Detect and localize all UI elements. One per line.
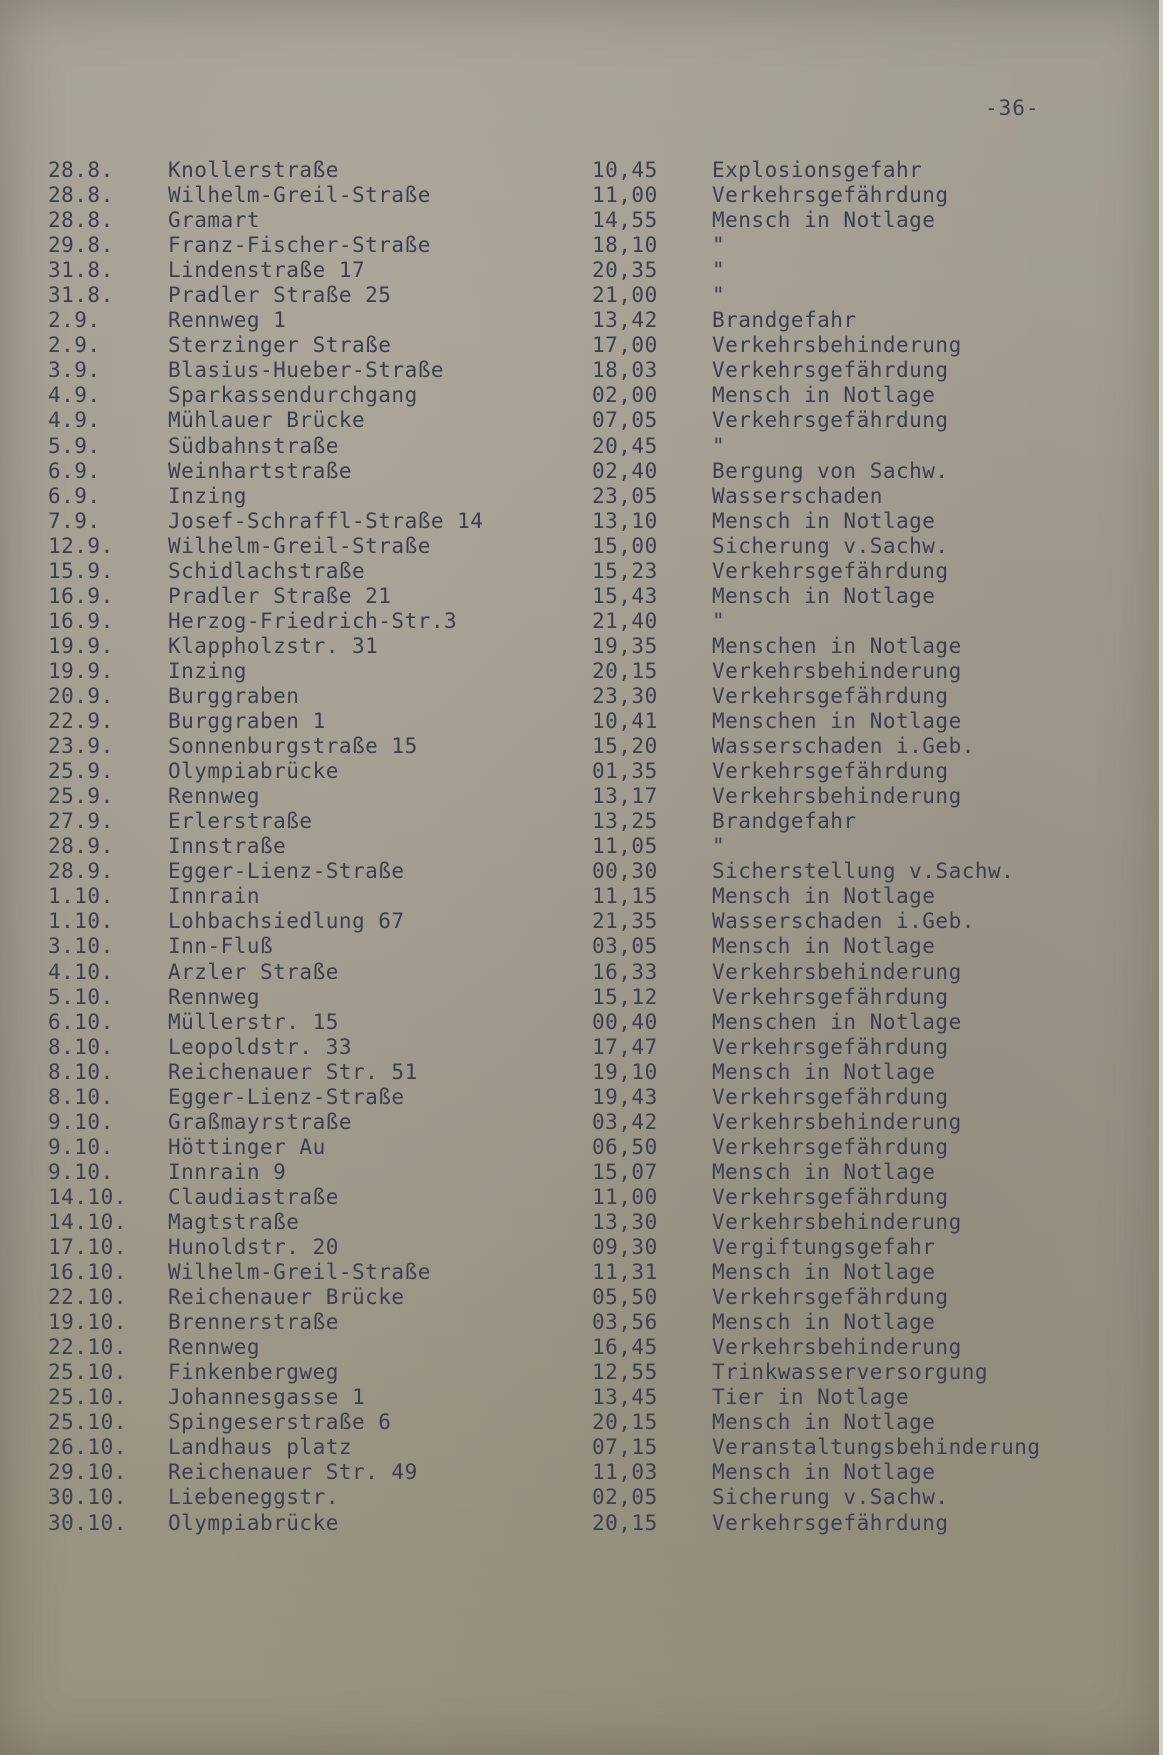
- incident-time: 11,03: [592, 1460, 658, 1485]
- incident-location: Rennweg: [168, 984, 261, 1009]
- incident-location: Wilhelm-Greil-Straße: [168, 533, 431, 558]
- incident-type: Mensch in Notlage: [712, 1059, 936, 1084]
- incident-location: Blasius-Hueber-Straße: [168, 358, 445, 383]
- incident-type: Verkehrsbehinderung: [712, 1109, 962, 1134]
- list-item: [0, 759, 1163, 784]
- incident-date: 14.10.: [48, 1184, 127, 1209]
- incident-location: Claudiastraße: [168, 1184, 339, 1209]
- incident-time: 10,41: [592, 709, 658, 734]
- incident-type: Brandgefahr: [712, 308, 857, 333]
- list-item: [0, 1335, 1163, 1360]
- incident-location: Arzler Straße: [168, 959, 339, 984]
- incident-time: 15,07: [592, 1159, 658, 1184]
- list-item: [0, 1460, 1163, 1485]
- list-item: [0, 1235, 1163, 1260]
- list-item: [0, 1260, 1163, 1285]
- list-item: [0, 1485, 1163, 1510]
- incident-time: 10,45: [592, 158, 658, 182]
- incident-date: 19.9.: [48, 633, 114, 658]
- list-item: [0, 985, 1163, 1010]
- incident-time: 20,45: [592, 433, 658, 458]
- incident-type: Menschen in Notlage: [712, 1009, 962, 1034]
- incident-date: 20.9.: [48, 683, 114, 708]
- incident-type: Verkehrsbehinderung: [712, 1209, 962, 1234]
- incident-time: 15,23: [592, 558, 658, 583]
- list-item: [0, 559, 1163, 584]
- incident-type: Verkehrsgefährdung: [712, 1285, 949, 1310]
- incident-type: Verkehrsgefährdung: [712, 1510, 949, 1535]
- incident-location: Rennweg: [168, 784, 261, 809]
- incident-location: Herzog-Friedrich-Str.3: [168, 608, 458, 633]
- incident-type: Verkehrsgefährdung: [712, 1134, 949, 1159]
- incident-date: 9.10.: [48, 1159, 114, 1184]
- incident-location: Pradler Straße 21: [168, 583, 392, 608]
- incident-type: Vergiftungsgefahr: [712, 1235, 936, 1260]
- list-item: [0, 609, 1163, 634]
- incident-type: ": [712, 834, 726, 859]
- list-item: [0, 809, 1163, 834]
- list-item: [0, 1435, 1163, 1460]
- incident-type: Mensch in Notlage: [712, 208, 936, 233]
- incident-location: Inzing: [168, 658, 247, 683]
- incident-location: Reichenauer Str. 49: [168, 1460, 418, 1485]
- incident-date: 4.9.: [48, 408, 101, 433]
- incident-time: 03,05: [592, 934, 658, 959]
- incident-type: Verkehrsgefährdung: [712, 1034, 949, 1059]
- incident-location: Gramart: [168, 208, 261, 233]
- incident-location: Klappholzstr. 31: [168, 633, 379, 658]
- page-number: -36-: [985, 96, 1040, 120]
- incident-date: 6.10.: [48, 1009, 114, 1034]
- list-item: [0, 659, 1163, 684]
- list-item: [0, 408, 1163, 433]
- incident-date: 25.9.: [48, 784, 114, 809]
- incident-time: 09,30: [592, 1235, 658, 1260]
- list-item: [0, 1511, 1163, 1536]
- list-item: [0, 158, 1163, 183]
- list-item: [0, 1210, 1163, 1235]
- list-item: [0, 283, 1163, 308]
- incident-date: 3.9.: [48, 358, 101, 383]
- list-item: [0, 584, 1163, 609]
- incident-type: ": [712, 233, 726, 258]
- incident-time: 11,15: [592, 884, 658, 909]
- incident-location: Weinhartstraße: [168, 458, 353, 483]
- incident-type: Wasserschaden i.Geb.: [712, 734, 975, 759]
- incident-date: 28.8.: [48, 183, 114, 208]
- incident-type: Verkehrsgefährdung: [712, 408, 949, 433]
- incident-location: Finkenbergweg: [168, 1360, 339, 1385]
- incident-location: Sterzinger Straße: [168, 333, 392, 358]
- incident-type: Brandgefahr: [712, 809, 857, 834]
- incident-time: 15,20: [592, 734, 658, 759]
- incident-date: 2.9.: [48, 333, 101, 358]
- incident-type: Verkehrsbehinderung: [712, 658, 962, 683]
- incident-type: Mensch in Notlage: [712, 583, 936, 608]
- incident-list: [0, 158, 1163, 1536]
- incident-date: 25.10.: [48, 1385, 127, 1410]
- list-item: [0, 1010, 1163, 1035]
- incident-time: 13,25: [592, 809, 658, 834]
- incident-type: Mensch in Notlage: [712, 884, 936, 909]
- incident-type: Veranstaltungsbehinderung: [712, 1435, 1041, 1460]
- incident-date: 31.8.: [48, 283, 114, 308]
- list-item: [0, 784, 1163, 809]
- incident-location: Spingeserstraße 6: [168, 1410, 392, 1435]
- incident-time: 03,42: [592, 1109, 658, 1134]
- incident-date: 4.9.: [48, 383, 101, 408]
- incident-location: Rennweg: [168, 1335, 261, 1360]
- incident-time: 16,33: [592, 959, 658, 984]
- incident-time: 21,35: [592, 909, 658, 934]
- incident-date: 16.9.: [48, 608, 114, 633]
- incident-time: 11,00: [592, 1184, 658, 1209]
- incident-location: Lindenstraße 17: [168, 258, 366, 283]
- incident-type: Verkehrsgefährdung: [712, 984, 949, 1009]
- incident-time: 13,10: [592, 508, 658, 533]
- incident-date: 25.10.: [48, 1410, 127, 1435]
- incident-location: Magtstraße: [168, 1209, 300, 1234]
- incident-time: 17,47: [592, 1034, 658, 1059]
- incident-type: Wasserschaden: [712, 483, 883, 508]
- incident-time: 18,03: [592, 358, 658, 383]
- incident-type: Verkehrsbehinderung: [712, 1335, 962, 1360]
- incident-time: 13,45: [592, 1385, 658, 1410]
- list-item: [0, 484, 1163, 509]
- list-item: [0, 1285, 1163, 1310]
- incident-type: ": [712, 283, 726, 308]
- list-item: [0, 534, 1163, 559]
- incident-time: 18,10: [592, 233, 658, 258]
- incident-date: 28.8.: [48, 208, 114, 233]
- incident-time: 05,50: [592, 1285, 658, 1310]
- incident-date: 19.9.: [48, 658, 114, 683]
- incident-type: ": [712, 608, 726, 633]
- incident-location: Knollerstraße: [168, 158, 339, 182]
- incident-time: 00,40: [592, 1009, 658, 1034]
- incident-time: 13,42: [592, 308, 658, 333]
- incident-location: Olympiabrücke: [168, 1510, 339, 1535]
- incident-type: Mensch in Notlage: [712, 383, 936, 408]
- incident-time: 20,15: [592, 1510, 658, 1535]
- list-item: [0, 1060, 1163, 1085]
- incident-type: Mensch in Notlage: [712, 1310, 936, 1335]
- incident-type: Menschen in Notlage: [712, 633, 962, 658]
- list-item: [0, 383, 1163, 408]
- incident-type: Verkehrsgefährdung: [712, 358, 949, 383]
- list-item: [0, 434, 1163, 459]
- list-item: [0, 1185, 1163, 1210]
- list-item: [0, 1410, 1163, 1435]
- incident-time: 15,00: [592, 533, 658, 558]
- list-item: [0, 684, 1163, 709]
- incident-time: 11,00: [592, 183, 658, 208]
- list-item: [0, 183, 1163, 208]
- incident-time: 19,10: [592, 1059, 658, 1084]
- incident-time: 15,43: [592, 583, 658, 608]
- incident-time: 21,40: [592, 608, 658, 633]
- incident-type: Menschen in Notlage: [712, 709, 962, 734]
- incident-date: 28.9.: [48, 834, 114, 859]
- incident-type: Mensch in Notlage: [712, 1159, 936, 1184]
- incident-location: Liebeneggstr.: [168, 1485, 339, 1510]
- incident-time: 20,35: [592, 258, 658, 283]
- incident-location: Südbahnstraße: [168, 433, 339, 458]
- incident-location: Franz-Fischer-Straße: [168, 233, 431, 258]
- incident-time: 11,05: [592, 834, 658, 859]
- list-item: [0, 884, 1163, 909]
- incident-type: Trinkwasserversorgung: [712, 1360, 989, 1385]
- incident-type: Verkehrsgefährdung: [712, 683, 949, 708]
- incident-time: 23,30: [592, 683, 658, 708]
- incident-location: Hunoldstr. 20: [168, 1235, 339, 1260]
- list-item: [0, 459, 1163, 484]
- incident-time: 13,30: [592, 1209, 658, 1234]
- list-item: [0, 1360, 1163, 1385]
- list-item: [0, 909, 1163, 934]
- incident-location: Inzing: [168, 483, 247, 508]
- incident-date: 16.9.: [48, 583, 114, 608]
- incident-date: 31.8.: [48, 258, 114, 283]
- incident-date: 29.8.: [48, 233, 114, 258]
- list-item: [0, 1135, 1163, 1160]
- incident-location: Innrain: [168, 884, 261, 909]
- incident-location: Müllerstr. 15: [168, 1009, 339, 1034]
- incident-location: Wilhelm-Greil-Straße: [168, 1260, 431, 1285]
- incident-type: Explosionsgefahr: [712, 158, 923, 182]
- incident-time: 13,17: [592, 784, 658, 809]
- incident-time: 07,15: [592, 1435, 658, 1460]
- incident-time: 01,35: [592, 759, 658, 784]
- incident-time: 03,56: [592, 1310, 658, 1335]
- incident-time: 07,05: [592, 408, 658, 433]
- incident-location: Olympiabrücke: [168, 759, 339, 784]
- list-item: [0, 333, 1163, 358]
- incident-date: 22.10.: [48, 1335, 127, 1360]
- incident-location: Sparkassendurchgang: [168, 383, 418, 408]
- incident-location: Leopoldstr. 33: [168, 1034, 353, 1059]
- incident-time: 00,30: [592, 859, 658, 884]
- incident-type: ": [712, 433, 726, 458]
- incident-time: 14,55: [592, 208, 658, 233]
- incident-date: 27.9.: [48, 809, 114, 834]
- incident-location: Brennerstraße: [168, 1310, 339, 1335]
- incident-location: Landhaus platz: [168, 1435, 353, 1460]
- list-item: [0, 1385, 1163, 1410]
- incident-date: 30.10.: [48, 1510, 127, 1535]
- incident-type: Sicherstellung v.Sachw.: [712, 859, 1015, 884]
- incident-time: 02,40: [592, 458, 658, 483]
- incident-type: Verkehrsgefährdung: [712, 759, 949, 784]
- incident-time: 11,31: [592, 1260, 658, 1285]
- incident-location: Sonnenburgstraße 15: [168, 734, 418, 759]
- incident-type: Verkehrsgefährdung: [712, 1184, 949, 1209]
- incident-time: 12,55: [592, 1360, 658, 1385]
- incident-date: 14.10.: [48, 1209, 127, 1234]
- incident-type: Verkehrsbehinderung: [712, 784, 962, 809]
- incident-time: 20,15: [592, 1410, 658, 1435]
- incident-location: Wilhelm-Greil-Straße: [168, 183, 431, 208]
- incident-time: 20,15: [592, 658, 658, 683]
- incident-date: 8.10.: [48, 1059, 114, 1084]
- incident-location: Rennweg 1: [168, 308, 287, 333]
- incident-type: Mensch in Notlage: [712, 1410, 936, 1435]
- incident-location: Lohbachsiedlung 67: [168, 909, 405, 934]
- incident-location: Höttinger Au: [168, 1134, 326, 1159]
- incident-date: 4.10.: [48, 959, 114, 984]
- incident-date: 25.10.: [48, 1360, 127, 1385]
- incident-date: 9.10.: [48, 1134, 114, 1159]
- incident-time: 06,50: [592, 1134, 658, 1159]
- incident-date: 28.9.: [48, 859, 114, 884]
- incident-type: Verkehrsgefährdung: [712, 1084, 949, 1109]
- incident-time: 17,00: [592, 333, 658, 358]
- incident-time: 02,00: [592, 383, 658, 408]
- incident-date: 17.10.: [48, 1235, 127, 1260]
- list-item: [0, 709, 1163, 734]
- list-item: [0, 233, 1163, 258]
- list-item: [0, 859, 1163, 884]
- incident-type: Mensch in Notlage: [712, 1260, 936, 1285]
- incident-type: Verkehrsgefährdung: [712, 183, 949, 208]
- incident-time: 19,35: [592, 633, 658, 658]
- incident-date: 25.9.: [48, 759, 114, 784]
- incident-date: 2.9.: [48, 308, 101, 333]
- incident-date: 8.10.: [48, 1034, 114, 1059]
- incident-date: 1.10.: [48, 909, 114, 934]
- incident-type: Mensch in Notlage: [712, 934, 936, 959]
- incident-type: Sicherung v.Sachw.: [712, 1485, 949, 1510]
- incident-date: 22.10.: [48, 1285, 127, 1310]
- incident-location: Josef-Schraffl-Straße 14: [168, 508, 484, 533]
- incident-date: 23.9.: [48, 734, 114, 759]
- incident-location: Mühlauer Brücke: [168, 408, 366, 433]
- incident-date: 7.9.: [48, 508, 101, 533]
- incident-date: 15.9.: [48, 558, 114, 583]
- incident-date: 29.10.: [48, 1460, 127, 1485]
- incident-location: Graßmayrstraße: [168, 1109, 353, 1134]
- incident-date: 19.10.: [48, 1310, 127, 1335]
- incident-type: Verkehrsgefährdung: [712, 558, 949, 583]
- list-item: [0, 1160, 1163, 1185]
- incident-time: 02,05: [592, 1485, 658, 1510]
- incident-type: Bergung von Sachw.: [712, 458, 949, 483]
- list-item: [0, 308, 1163, 333]
- incident-type: ": [712, 258, 726, 283]
- incident-date: 8.10.: [48, 1084, 114, 1109]
- incident-date: 6.9.: [48, 483, 101, 508]
- incident-location: Schidlachstraße: [168, 558, 366, 583]
- incident-location: Innrain 9: [168, 1159, 287, 1184]
- list-item: [0, 960, 1163, 985]
- incident-date: 1.10.: [48, 884, 114, 909]
- list-item: [0, 358, 1163, 383]
- incident-date: 6.9.: [48, 458, 101, 483]
- incident-date: 9.10.: [48, 1109, 114, 1134]
- incident-date: 22.9.: [48, 709, 114, 734]
- list-item: [0, 509, 1163, 534]
- incident-location: Burggraben 1: [168, 709, 326, 734]
- list-item: [0, 1035, 1163, 1060]
- incident-date: 26.10.: [48, 1435, 127, 1460]
- list-item: [0, 834, 1163, 859]
- incident-date: 12.9.: [48, 533, 114, 558]
- list-item: [0, 208, 1163, 233]
- incident-time: 21,00: [592, 283, 658, 308]
- incident-location: Innstraße: [168, 834, 287, 859]
- list-item: [0, 634, 1163, 659]
- incident-time: 16,45: [592, 1335, 658, 1360]
- incident-location: Pradler Straße 25: [168, 283, 392, 308]
- list-item: [0, 258, 1163, 283]
- incident-date: 5.9.: [48, 433, 101, 458]
- incident-location: Egger-Lienz-Straße: [168, 859, 405, 884]
- incident-location: Egger-Lienz-Straße: [168, 1084, 405, 1109]
- incident-location: Johannesgasse 1: [168, 1385, 366, 1410]
- incident-type: Verkehrsbehinderung: [712, 333, 962, 358]
- incident-time: 15,12: [592, 984, 658, 1009]
- incident-location: Reichenauer Str. 51: [168, 1059, 418, 1084]
- incident-location: Erlerstraße: [168, 809, 313, 834]
- list-item: [0, 934, 1163, 959]
- list-item: [0, 1110, 1163, 1135]
- incident-location: Burggraben: [168, 683, 300, 708]
- incident-date: 5.10.: [48, 984, 114, 1009]
- incident-time: 19,43: [592, 1084, 658, 1109]
- incident-type: Mensch in Notlage: [712, 508, 936, 533]
- list-item: [0, 1310, 1163, 1335]
- incident-type: Wasserschaden i.Geb.: [712, 909, 975, 934]
- incident-type: Tier in Notlage: [712, 1385, 910, 1410]
- incident-date: 16.10.: [48, 1260, 127, 1285]
- incident-location: Reichenauer Brücke: [168, 1285, 405, 1310]
- incident-type: Verkehrsbehinderung: [712, 959, 962, 984]
- incident-time: 23,05: [592, 483, 658, 508]
- incident-location: Inn-Fluß: [168, 934, 274, 959]
- incident-date: 3.10.: [48, 934, 114, 959]
- incident-date: 28.8.: [48, 158, 114, 182]
- incident-date: 30.10.: [48, 1485, 127, 1510]
- list-item: [0, 734, 1163, 759]
- incident-type: Mensch in Notlage: [712, 1460, 936, 1485]
- incident-type: Sicherung v.Sachw.: [712, 533, 949, 558]
- list-item: [0, 1085, 1163, 1110]
